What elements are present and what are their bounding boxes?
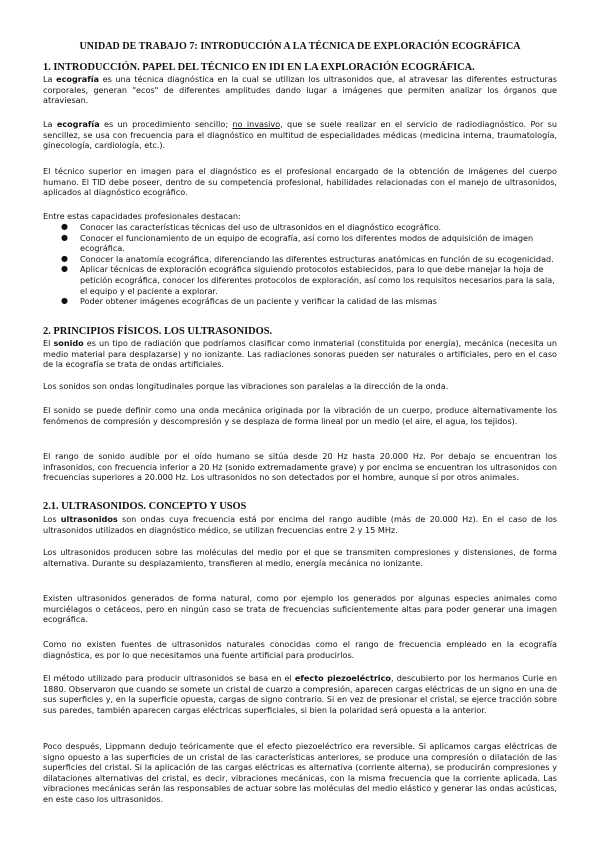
list-item: ● Conocer la anatomía ecográfica, diferenciando las diferentes estructuras anatómicas en función de su ecogenicidad. — [61, 253, 554, 264]
section-1-heading: 1. INTRODUCCIÓN. PAPEL DEL TÉCNICO EN IDI EN LA EXPLORACIÓN ECOGRÁFICA. — [43, 62, 475, 73]
section-2-1-paragraph-5: El método utilizado para producir ultrasonidos se basa en el efecto piezoeléctrico, descubierto por los hermanos Curie en 1880. Observaron que cuando se somete un cristal de cuarzo a compresión, aparecen cargas eléctricas de un signo en una de sus superficies y, en la superficie opuesta, cargas de signo contrario. Si en vez de presionar el cristal, se ejerce tracción sobre sus paredes, también aparecen cargas eléctricas superficiales, si bien la polaridad será opuesta a la anterior. — [43, 673, 558, 715]
list-item: ● Poder obtener imágenes ecográficas de un paciente y verificar la calidad de las mismas — [61, 296, 437, 307]
section-2-heading: 2. PRINCIPIOS FÍSICOS. LOS ULTRASONIDOS. — [43, 326, 273, 337]
section-2-1-paragraph-1: Los ultrasonidos son ondas cuya frecuencia está por encima del rango audible (más de 20.000 Hz). En el caso de los ultrasonidos utilizados en diagnóstico médico, se utilizan frecuencias entre 2 y 15 MHz. — [43, 514, 558, 535]
bullet-icon: ● — [61, 264, 68, 274]
bullet-icon: ● — [61, 296, 68, 306]
section-2-1-heading: 2.1. ULTRASONIDOS. CONCEPTO Y USOS — [43, 501, 247, 512]
list-item: ● Aplicar técnicas de exploración ecográfica siguiendo protocolos establecidos, para lo que debe manejar la hoja de petición ecográfica, conocer los diferentes protocolos de exploración, así como los requisitos necesarios para la sala, el equipo y el paciente a explorar. — [61, 264, 555, 296]
list-item: ● Conocer el funcionamiento de un equipo de ecografía, así como los diferentes modos de adquisición de imagen ecográfica. — [61, 232, 534, 254]
section-2-paragraph-2: Los sonidos son ondas longitudinales porque las vibraciones son paralelas a la dirección de la onda. — [43, 381, 449, 391]
section-1-list-intro: Entre estas capacidades profesionales destacan: — [43, 211, 241, 221]
section-2-1-paragraph-4: Como no existen fuentes de ultrasonidos naturales conocidas como el rango de frecuencia empleado en la ecografía diagnóstica, es por lo que necesitamos una fuente artificial para producirlos. — [43, 639, 557, 660]
section-2-paragraph-4: El rango de sonido audible por el oído humano se sitúa desde 20 Hz hasta 20.000 Hz. Por debajo se encuentran los infrasonidos, con frecuencia inferior a 20 Hz (sonido extremadamente grave) y por encima se encuentran los ultrasonidos con frecuencias superiores a 20.000 Hz. Los ultrasonidos no son detectados por el hombre, aunque sí por otros animales. — [43, 451, 557, 483]
bullet-icon: ● — [61, 232, 68, 242]
document-title: UNIDAD DE TRABAJO 7: INTRODUCCIÓN A LA TÉCNICA DE EXPLORACIÓN ECOGRÁFICA — [79, 41, 521, 52]
section-1-paragraph-2: La ecografía es un procedimiento sencillo; no invasivo, que se suele realizar en el servicio de radiodiagnóstico. Por su sencillez, se usa con frecuencia para el diagnóstico en multitud de especialidades médicas (medicina interna, traumatología, ginecología, cardiología, etc.). — [43, 119, 558, 151]
section-1-paragraph-1: La ecografía es una técnica diagnóstica en la cual se utilizan los ultrasonidos que, al atravesar las diferentes estructuras corporales, generan "ecos" de diferentes amplitudes dando lugar a imágenes que permiten analizar los órganos que atraviesan. — [43, 74, 557, 106]
list-item: ● Conocer las características técnicas del uso de ultrasonidos en el diagnóstico ecográfico. — [61, 222, 442, 232]
section-2-paragraph-1: El sonido es un tipo de radiación que podríamos clasificar como inmaterial (constituida por energía), mecánica (necesita un medio material para desplazarse) y no ionizante. Las radiaciones sonoras pueden ser naturales o artificiales, pero en el caso de la ecografía se trata de ondas artificiales. — [43, 338, 558, 370]
capabilities-list — [43, 222, 557, 307]
section-1-paragraph-3: El técnico superior en imagen para el diagnóstico es el profesional encargado de la obtención de imágenes del cuerpo humano. El TID debe poseer, dentro de su competencia profesional, habilidades relacionadas con el manejo de ultrasonidos, aplicados al diagnóstico ecográfico. — [43, 166, 557, 198]
bullet-icon: ● — [61, 253, 68, 263]
section-2-1-paragraph-3: Existen ultrasonidos generados de forma natural, como por ejemplo los generados por algunas especies animales como murciélagos o cetáceos, pero en ningún caso se trata de frecuencias suficientemente altas para poder generar una imagen ecográfica. — [43, 593, 557, 625]
section-2-1-paragraph-2: Los ultrasonidos producen sobre las moléculas del medio por el que se transmiten compresiones y distensiones, de forma alternativa. Durante su desplazamiento, transfieren al medio, energía mecánica no ionizante. — [43, 547, 557, 568]
section-2-paragraph-3: El sonido se puede definir como una onda mecánica originada por la vibración de un cuerpo, produce alternativamente los fenómenos de compresión y descompresión y se desplaza de forma lineal por un medio (el aire, el agua, los tejidos). — [43, 405, 557, 426]
bullet-icon: ● — [61, 222, 68, 231]
section-2-1-paragraph-6: Poco después, Lippmann dedujo teóricamente que el efecto piezoeléctrico era reversible. Si aplicamos cargas eléctricas de signo opuesto a las superficies de un cristal de las características anteriores, se produce una compresión o dilatación de las superficies del cristal. Si la aplicación de las cargas eléctricas es alternativa (corriente alterna), se producirán compresiones y dilataciones alternativas del cristal, es decir, vibraciones mecánicas, con la misma frecuencia que la corriente aplicada. Las vibraciones mecánicas serán las responsables de actuar sobre las moléculas del medio elástico y generar las ondas acústicas, en este caso los ultrasonidos. — [43, 741, 557, 804]
